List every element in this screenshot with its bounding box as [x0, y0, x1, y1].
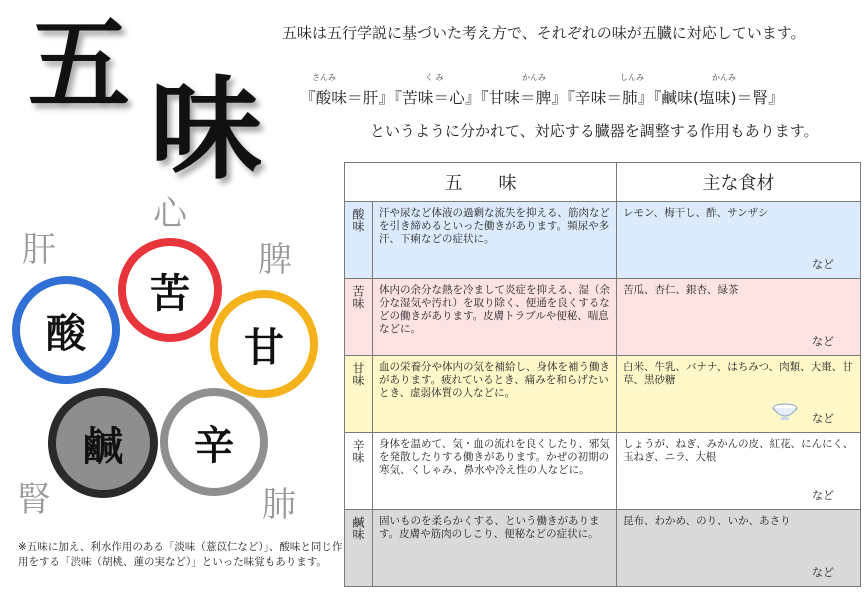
taste-desc: 身体を温めて、気・血の流れを良くしたり、邪気を発散したりする働きがあります。かぜの初期の寒気、くしゃみ、鼻水や冷え性の人などに。 — [379, 438, 610, 476]
intro-line-1: 五味は五行学説に基づいた考え方で、それぞれの味が五臓に対応しています。 — [282, 24, 806, 42]
taste-desc: 固いものを柔らかくする、という働きがあります。皮膚や筋肉のしこり、便秘などの症状に。 — [379, 515, 600, 540]
taste-cell — [345, 279, 373, 356]
circle-sour-label: 酸 — [46, 309, 86, 357]
formula-row — [300, 72, 860, 120]
taste-name: 辛味 — [351, 439, 365, 463]
title-char-go: 五 — [28, 5, 130, 125]
table-header-row — [345, 163, 861, 202]
ruby-kumi: く み — [425, 73, 444, 82]
food-list: 苦瓜、杏仁、銀杏、緑茶 — [623, 284, 739, 296]
circle-pungent — [160, 388, 268, 496]
taste-desc: 汗や尿など体液の過剰な流失を抑える、筋肉などを引き締めるといった働きがあります。頻尿や多汗、下痢などの症状に。 — [379, 207, 610, 245]
food-list: 白米、牛乳、バナナ、はちみつ、肉類、大棗、甘草、黒砂糖 — [623, 361, 853, 386]
food-cell — [617, 356, 861, 433]
desc-cell — [373, 510, 617, 587]
nado-label: など — [812, 566, 834, 579]
taste-cell — [345, 433, 373, 510]
food-cell — [617, 202, 861, 279]
taste-name: 鹹味 — [351, 516, 365, 540]
taste-cell — [345, 356, 373, 433]
rice-bowl-icon — [770, 402, 800, 422]
taste-name: 甘味 — [351, 362, 365, 386]
table-row — [345, 356, 861, 433]
circle-sweet-label: 甘 — [244, 323, 284, 371]
food-list: 昆布、わかめ、のり、いか、あさり — [623, 515, 791, 527]
table-row — [345, 202, 861, 279]
formula-text: 『酸味＝肝』『苦味＝心』『甘味＝脾』『辛味＝肺』『鹹味(塩味)＝腎』 — [300, 89, 784, 107]
table-row — [345, 279, 861, 356]
organ-spleen: 脾 — [258, 240, 292, 280]
circle-bitter-label: 苦 — [150, 269, 190, 317]
ruby-kanmi: かんみ — [522, 73, 546, 82]
circle-bitter — [118, 238, 222, 342]
desc-cell — [373, 356, 617, 433]
taste-desc: 血の栄養分や体内の気を補給し、身体を補う働きがあります。疲れているとき、痛みを和らげたいとき、虚弱体質の人などに。 — [379, 361, 610, 399]
organ-kidney: 腎 — [17, 480, 51, 520]
desc-cell — [373, 433, 617, 510]
nado-label: など — [812, 412, 834, 425]
circle-salty-label: 鹹 — [83, 422, 123, 470]
nado-label: など — [812, 489, 834, 502]
desc-cell — [373, 202, 617, 279]
circle-sweet — [210, 290, 318, 398]
intro-line-2: というように分かれて、対応する臓器を調整する作用もあります。 — [370, 122, 819, 140]
ruby-shinmi: しんみ — [620, 73, 644, 82]
taste-name: 酸味 — [351, 208, 365, 232]
header-foods: 主な食材 — [617, 163, 861, 202]
food-cell — [617, 510, 861, 587]
taste-cell — [345, 202, 373, 279]
nado-label: など — [812, 335, 834, 348]
organ-lung: 肺 — [262, 485, 296, 525]
organ-heart: 心 — [153, 194, 187, 234]
organ-liver: 肝 — [22, 230, 56, 270]
circle-salty — [48, 388, 158, 498]
nado-label: など — [812, 258, 834, 271]
taste-name: 苦味 — [351, 285, 365, 309]
circle-pungent-label: 辛 — [194, 421, 234, 469]
taste-desc: 体内の余分な熱を冷まして炎症を抑える、湿（余分な湿気や汚れ）を取り除く、便通を良くするなどの働きがあります。皮膚トラブルや便秘、喘息などに。 — [379, 284, 610, 335]
header-taste: 五 味 — [345, 163, 617, 202]
circle-sour — [12, 276, 120, 384]
desc-cell — [373, 279, 617, 356]
table-row — [345, 510, 861, 587]
taste-cell — [345, 510, 373, 587]
table-row — [345, 433, 861, 510]
food-list: レモン、梅干し、酢、サンザシ — [623, 207, 769, 219]
ruby-sanmi: さんみ — [312, 73, 336, 82]
ruby-kanmi-2: かんみ — [712, 73, 736, 82]
food-cell — [617, 433, 861, 510]
title-char-mi: 味 — [150, 64, 262, 195]
footnote: ※五味に加え、利水作用のある「淡味（薏苡仁など）」、酸味と同じ作用をする「渋味（胡桃、蓮の実など）」といった味覚もあります。 — [18, 541, 343, 568]
five-tastes-table — [344, 162, 861, 587]
food-cell — [617, 279, 861, 356]
food-list: しょうが、ねぎ、みかんの皮、紅花、にんにく、玉ねぎ、ニラ、大根 — [623, 438, 854, 463]
